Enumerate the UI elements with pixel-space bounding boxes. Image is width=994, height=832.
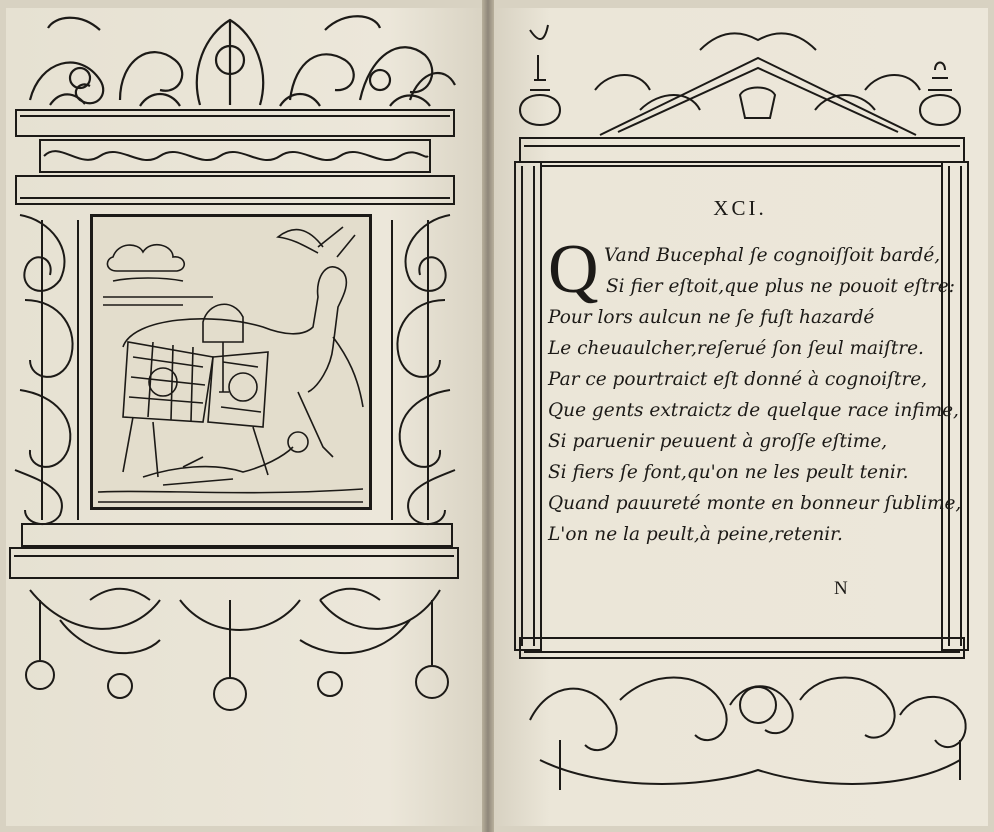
emblem-number: XCI. bbox=[713, 196, 767, 220]
emblem-poem bbox=[548, 231, 962, 550]
poem-line: Vand Bucephal ſe cognoiſſoit bardé, bbox=[604, 245, 941, 266]
poem-line: Que gents extraictz de quelque race infime, bbox=[548, 400, 959, 421]
poem-line: L'on ne la peult,à peine,retenir. bbox=[548, 524, 843, 545]
poem-line: Par ce pourtraict eſt donné à cognoiſtre, bbox=[548, 369, 928, 390]
poem-line: Si fiers ſe font,qu'on ne les peult tenir. bbox=[548, 462, 909, 483]
poem-line: Pour lors aulcun ne ſe fuſt hazardé bbox=[548, 307, 875, 328]
catchword: N bbox=[834, 578, 848, 599]
drop-cap-initial: Q bbox=[548, 231, 599, 308]
poem-line: Le cheuaulcher,reſerué ſon ſeul maiſtre. bbox=[548, 338, 924, 359]
poem-line: Si paruenir peuuent à groſſe eſtime, bbox=[548, 431, 888, 452]
poem-line: Si fier eſtoit,que plus ne pouoit eſtre: bbox=[606, 276, 955, 297]
poem-line: Quand pauureté monte en bonneur ſublime, bbox=[548, 493, 962, 514]
